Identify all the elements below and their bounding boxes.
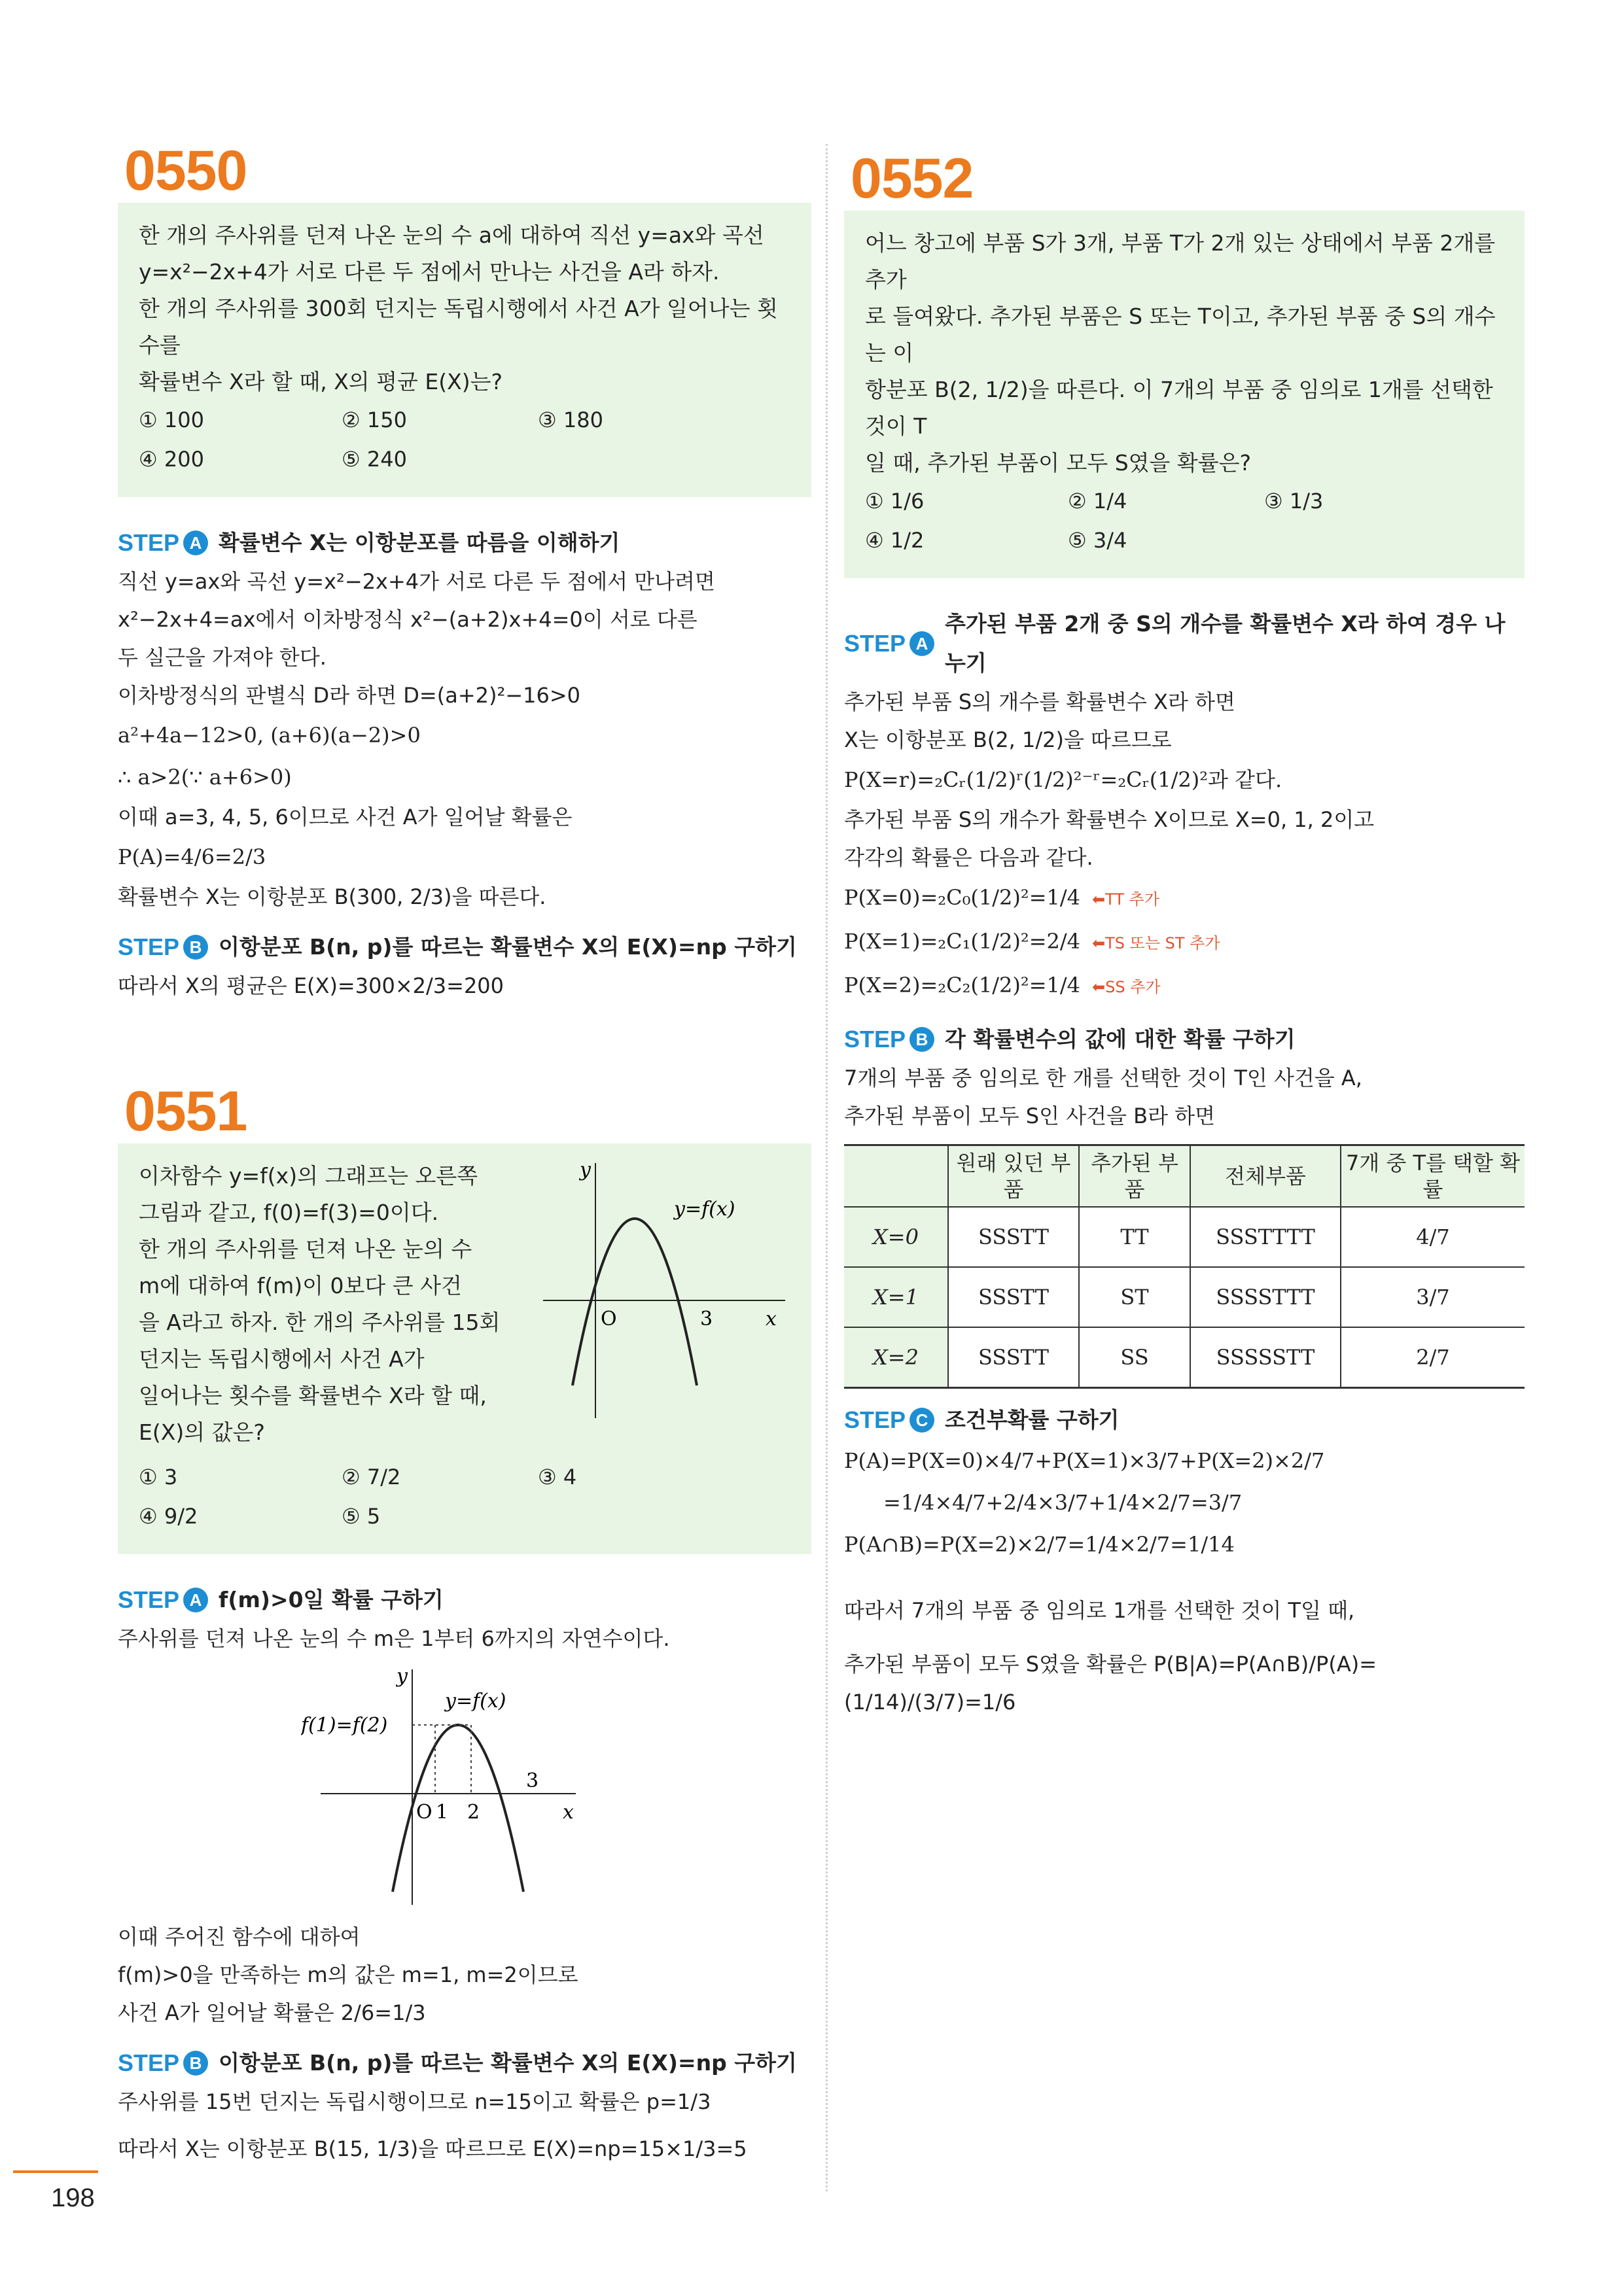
table-cell: TT (1079, 1207, 1190, 1267)
table-header: 전체부품 (1190, 1145, 1341, 1208)
solution-line: a²+4a−12>0, (a+6)(a−2)>0 (118, 723, 421, 748)
parabola-graph (537, 1150, 792, 1425)
solution-line: 추가된 부품 S의 개수가 확률변수 X이므로 X=0, 1, 2이고 (844, 807, 1375, 832)
prob-line: P(X=0)=₂C₀(1/2)²=1/4 ⬅TT 추가 (844, 885, 1160, 910)
choice: ① 3 (139, 1465, 178, 1489)
solution-line: 추가된 부품 S의 개수를 확률변수 X라 하면 (844, 689, 1235, 714)
parabola-graph-2 (301, 1663, 589, 1911)
root-label: 3 (700, 1308, 713, 1331)
question-line: E(X)의 값은? (139, 1419, 265, 1445)
choice: ③ 4 (538, 1465, 577, 1489)
step-title: 조건부확률 구하기 (945, 1407, 1120, 1433)
table-cell: 2/7 (1341, 1327, 1525, 1388)
y-axis-label: y (580, 1158, 591, 1181)
y-axis-label: y (397, 1665, 408, 1688)
choice: ① 100 (139, 408, 204, 432)
question-box (118, 203, 811, 497)
table-cell: SSSTT (948, 1267, 1079, 1327)
step-label: STEP A (844, 624, 934, 663)
question-line: 한 개의 주사위를 던져 나온 눈의 수 a에 대하여 직선 y=ax와 곡선 (139, 222, 764, 248)
step-badge: A (183, 531, 208, 555)
choice: ③ 180 (538, 408, 603, 432)
table-row (844, 1267, 1525, 1327)
solution-line: 추가된 부품이 모두 S였을 확률은 P(B|A)=P(A∩B)/P(A)=(1/14)/(3/7)=1/6 (844, 1652, 1377, 1714)
table-header: 원래 있던 부품 (948, 1145, 1079, 1208)
solution-line: 이차방정식의 판별식 D라 하면 D=(a+2)²−16>0 (118, 683, 581, 708)
problem-0552 (844, 147, 1525, 1721)
question-line: 로 들여왔다. 추가된 부품은 S 또는 T이고, 추가된 부품 중 S의 개수는 이 (865, 304, 1496, 366)
tick-2: 2 (467, 1801, 480, 1824)
solution-line: X는 이항분포 B(2, 1/2)을 따르므로 (844, 727, 1172, 752)
question-line: m에 대하여 f(m)이 0보다 큰 사건 (139, 1273, 462, 1298)
solution-line: P(X=r)=₂Cᵣ(1/2)ʳ(1/2)²⁻ʳ=₂Cᵣ(1/2)²과 같다. (844, 767, 1282, 792)
step-title: 추가된 부품 2개 중 S의 개수를 확률변수 X라 하여 경우 나누기 (945, 611, 1506, 676)
left-column (118, 131, 811, 2168)
step-title: 이항분포 B(n, p)를 따르는 확률변수 X의 E(X)=np 구하기 (219, 2050, 797, 2076)
choice: ② 1/4 (1068, 489, 1127, 513)
question-line: 던지는 독립시행에서 사건 A가 (139, 1346, 425, 1372)
page-number: 198 (51, 2183, 95, 2212)
choice: ④ 200 (139, 447, 204, 472)
solution-line: 주사위를 15번 던지는 독립시행이므로 n=15이고 확률은 p=1/3 (118, 2089, 711, 2114)
solution-line: P(A∩B)=P(X=2)×2/7=1/4×2/7=1/14 (844, 1532, 1235, 1557)
choice: ① 1/6 (865, 489, 925, 513)
step-a (118, 1580, 811, 2032)
solution-line: P(A)=4/6=2/3 (118, 844, 266, 869)
solution-line: 이때 주어진 함수에 대하여 (118, 1924, 361, 1949)
note-ts: ⬅TS 또는 ST 추가 (1092, 934, 1220, 952)
step-b (118, 928, 811, 1005)
table-header: 추가된 부품 (1079, 1145, 1190, 1208)
step-a (844, 604, 1525, 1008)
step-c (844, 1400, 1525, 1721)
question-box (118, 1143, 811, 1554)
prob-line: P(X=2)=₂C₂(1/2)²=1/4 ⬅SS 추가 (844, 973, 1161, 998)
solution-line: 추가된 부품이 모두 S인 사건을 B라 하면 (844, 1104, 1215, 1128)
step-a (118, 523, 811, 916)
choice: ④ 1/2 (865, 528, 925, 553)
step-title: f(m)>0일 확률 구하기 (219, 1587, 444, 1612)
curve-label: y=f(x) (445, 1690, 506, 1713)
x-axis-label: x (766, 1308, 777, 1331)
tick-1: 1 (436, 1801, 449, 1824)
solution-line: 두 실근을 가져야 한다. (118, 645, 327, 670)
solution-line: 이때 a=3, 4, 5, 6이므로 사건 A가 일어날 확률은 (118, 805, 573, 829)
solution-line: x²−2x+4=ax에서 이차방정식 x²−(a+2)x+4=0이 서로 다른 (118, 607, 697, 632)
solution-line: 따라서 7개의 부품 중 임의로 1개를 선택한 것이 T일 때, (844, 1598, 1355, 1623)
probability-table (844, 1144, 1525, 1389)
table-cell: ST (1079, 1267, 1190, 1327)
solution-line: 직선 y=ax와 곡선 y=x²−2x+4가 서로 다른 두 점에서 만나려면 (118, 569, 715, 594)
prob-line: P(X=1)=₂C₁(1/2)²=2/4 ⬅TS 또는 ST 추가 (844, 929, 1220, 954)
table-header: 7개 중 T를 택할 확률 (1341, 1145, 1525, 1208)
table-cell: 3/7 (1341, 1267, 1525, 1327)
question-line: y=x²−2x+4가 서로 다른 두 점에서 만나는 사건을 A라 하자. (139, 259, 720, 285)
origin-label: O (601, 1308, 617, 1331)
problem-number: 0552 (851, 147, 974, 210)
solution-line: 7개의 부품 중 임의로 한 개를 선택한 것이 T인 사건을 A, (844, 1066, 1362, 1090)
choice: ⑤ 3/4 (1068, 528, 1127, 553)
step-title: 이항분포 B(n, p)를 따르는 확률변수 X의 E(X)=np 구하기 (219, 934, 797, 960)
choice: ⑤ 240 (342, 447, 407, 472)
note-tt: ⬅TT 추가 (1092, 890, 1160, 909)
choices (139, 1457, 790, 1536)
solution-line: 따라서 X의 평균은 E(X)=300×2/3=200 (118, 973, 504, 998)
table-cell: X=0 (844, 1207, 948, 1267)
solution-line: 사건 A가 일어날 확률은 2/6=1/3 (118, 2000, 426, 2025)
step-title: 확률변수 X는 이항분포를 따름을 이해하기 (219, 530, 620, 555)
choice: ② 150 (342, 408, 407, 432)
question-box (844, 211, 1525, 578)
question-line: 일어나는 횟수를 확률변수 X라 할 때, (139, 1383, 487, 1408)
solution-line: P(A)=P(X=0)×4/7+P(X=1)×3/7+P(X=2)×2/7 (844, 1448, 1325, 1473)
problem-0550 (118, 139, 811, 1005)
step-label: STEP A (118, 1580, 208, 1620)
question-line: 한 개의 주사위를 300회 던지는 독립시행에서 사건 A가 일어나는 횟수를 (139, 296, 778, 358)
table-cell: SSSTTTT (1190, 1207, 1341, 1267)
step-b (118, 2044, 811, 2168)
step-b (844, 1020, 1525, 1389)
solution-line: 확률변수 X는 이항분포 B(300, 2/3)을 따른다. (118, 884, 546, 909)
step-label: STEP B (844, 1020, 934, 1059)
table-header (844, 1145, 948, 1208)
solution-line: 주사위를 던져 나온 눈의 수 m은 1부터 6까지의 자연수이다. (118, 1626, 670, 1651)
table-cell: SS (1079, 1327, 1190, 1388)
table-row (844, 1327, 1525, 1388)
step-badge: B (183, 935, 208, 960)
problem-0551 (118, 1080, 811, 2168)
choices (139, 400, 790, 479)
table-cell: SSSSSTT (1190, 1327, 1341, 1388)
choice: ③ 1/3 (1264, 489, 1324, 513)
problem-number: 0550 (124, 139, 247, 202)
question-line: 어느 창고에 부품 S가 3개, 부품 T가 2개 있는 상태에서 부품 2개를 추가 (865, 230, 1496, 292)
step-badge: C (909, 1408, 934, 1433)
choice: ⑤ 5 (342, 1504, 381, 1529)
question-line: 이차함수 y=f(x)의 그래프는 오른쪽 (139, 1163, 478, 1189)
table-cell: X=2 (844, 1327, 948, 1388)
step-label: STEP B (118, 2044, 208, 2083)
table-cell: SSSTT (948, 1327, 1079, 1388)
question-line: 그림과 같고, f(0)=f(3)=0이다. (139, 1200, 439, 1225)
step-badge: A (909, 631, 934, 656)
step-label: STEP A (118, 523, 208, 563)
solution-line: 따라서 X는 이항분포 B(15, 1/3)을 따르므로 E(X)=np=15×1/3=5 (118, 2136, 747, 2161)
solution-line: =1/4×4/7+2/4×3/7+1/4×2/7=3/7 (883, 1490, 1243, 1515)
choice: ④ 9/2 (139, 1504, 198, 1529)
question-line: 한 개의 주사위를 던져 나온 눈의 수 (139, 1236, 472, 1262)
step-label: STEP B (118, 928, 208, 967)
note-ss: ⬅SS 추가 (1092, 978, 1161, 996)
question-line: 확률변수 X라 할 때, X의 평균 E(X)는? (139, 369, 503, 394)
step-badge: A (183, 1588, 208, 1612)
choice: ② 7/2 (342, 1465, 401, 1489)
step-badge: B (909, 1027, 934, 1052)
step-badge: B (183, 2051, 208, 2076)
tick-3: 3 (526, 1769, 539, 1792)
origin-label: O (416, 1801, 432, 1824)
table-row (844, 1207, 1525, 1267)
x-axis-label: x (563, 1801, 574, 1824)
solution-line: f(m)>0을 만족하는 m의 값은 m=1, m=2이므로 (118, 1962, 578, 1987)
problem-number: 0551 (124, 1080, 247, 1143)
table-cell: X=1 (844, 1267, 948, 1327)
table-cell: SSSTT (948, 1207, 1079, 1267)
page-number-rule (13, 2170, 98, 2173)
question-line: 을 A라고 하자. 한 개의 주사위를 15회 (139, 1310, 501, 1335)
step-title: 각 확률변수의 값에 대한 확률 구하기 (945, 1026, 1296, 1052)
table-cell: 4/7 (1341, 1207, 1525, 1267)
parabola-curve (573, 1219, 697, 1385)
solution-line: 각각의 확률은 다음과 같다. (844, 845, 1093, 870)
level-label: f(1)=f(2) (301, 1714, 388, 1737)
step-label: STEP C (844, 1400, 934, 1440)
column-divider (826, 144, 828, 2191)
curve-label: y=f(x) (674, 1198, 735, 1221)
right-column (844, 131, 1525, 1721)
table-header-row (844, 1145, 1525, 1208)
table-cell: SSSSTTT (1190, 1267, 1341, 1327)
question-line: 일 때, 추가된 부품이 모두 S였을 확률은? (865, 450, 1252, 476)
solution-line: ∴ a>2(∵ a+6>0) (118, 765, 292, 790)
choices (865, 481, 1504, 560)
question-line: 항분포 B(2, 1/2)을 따른다. 이 7개의 부품 중 임의로 1개를 선택한 것이 T (865, 377, 1493, 439)
